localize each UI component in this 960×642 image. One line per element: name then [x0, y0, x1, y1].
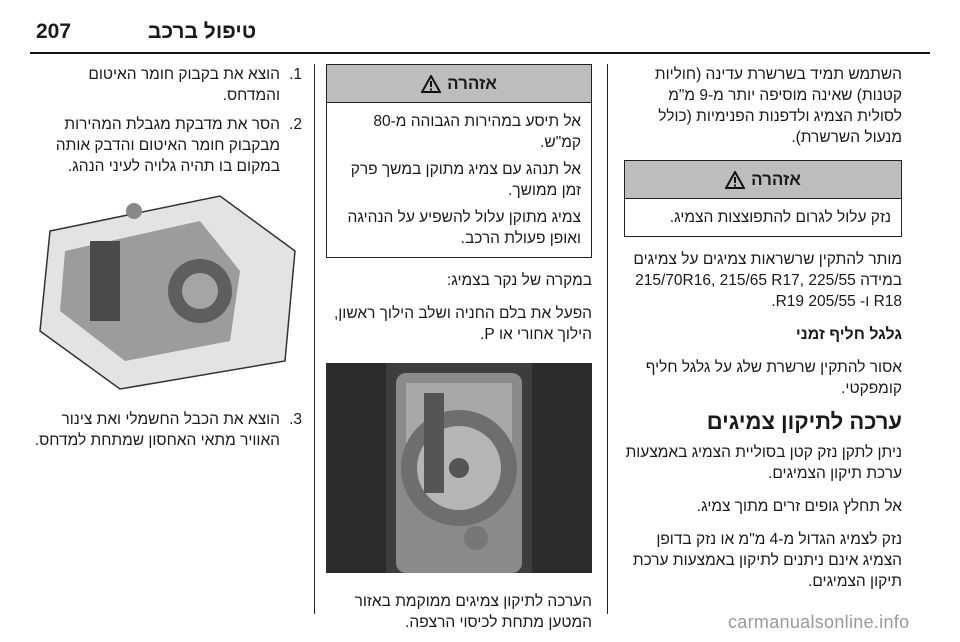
page-header [30, 14, 930, 54]
chain-sizes: מותר להתקין שרשראות צמיגים על צמיגים במידה 215/70R16, 215/65 R17, 225/55 R18 ו- 205/55 R19. [633, 251, 902, 310]
warning-header [327, 65, 591, 103]
warning-box-speed [326, 64, 592, 258]
warning-box-tyre [624, 160, 902, 237]
step-number: 2. [289, 116, 302, 133]
repair-kit-text-1: ניתן לתקן נזק קטן בסוליית הצמיג באמצעות ערכת תיקון הצמיגים. [625, 444, 902, 482]
flat-tyre-text: הפעל את בלם החניה ושלב הילוך ראשון, הילוך אחורי או P. [333, 305, 592, 343]
column-right [624, 64, 902, 604]
repair-kit-text-3: נזק לצמיג הגדול מ-4 מ"מ או נזק בדופן הצמיג אינם ניתנים לתיקון באמצעות ערכת תיקון הצמיגים. [632, 531, 902, 590]
column-left [30, 64, 302, 459]
repair-kit-caption: הערכה לתיקון צמיגים ממוקמת באזור המטען מתחת לכיסוי הרצפה. [354, 593, 592, 631]
trunk-repair-kit-photo [326, 363, 592, 573]
step-2 [30, 114, 302, 177]
column-middle [326, 64, 592, 642]
chain-intro: השתמש תמיד בשרשרת עדינה (חוליות קטנות) שאינה מוסיפה יותר מ-9 מ"מ לסולית הצמיג ולדפנות הפנימיות (כולל מנעול השרשרת). [654, 66, 902, 146]
step-text: הסר את מדבקת מגבלת המהירות מבקבוק חומר האיטום והדבק אותה במקום בו תהיה גלויה לעיני הנהג. [55, 116, 280, 175]
warning-header [625, 161, 901, 199]
section-title: טיפול ברכב [148, 20, 257, 43]
step-number: 1. [289, 66, 302, 83]
warning-title: אזהרה [751, 170, 801, 189]
site-watermark: carmanualsonline.info [728, 612, 910, 632]
spare-wheel-text: אסור להתקין שרשרת שלג על גלגל חליף קומפקטי. [645, 359, 902, 397]
repair-kit-compartment-photo [30, 191, 302, 391]
flat-tyre-title: במקרה של נקר בצמיג: [446, 272, 592, 289]
warning-title: אזהרה [447, 74, 497, 93]
step-3 [30, 409, 302, 451]
warning-text-duration: אל תנהג עם צמיג מתוקן במשך פרק זמן ממושך. [350, 161, 581, 199]
step-text: הוצא את בקבוק חומר האיטום והמדחס. [88, 66, 280, 104]
page-number: 207 [36, 20, 72, 43]
step-number: 3. [289, 411, 302, 428]
repair-kit-heading: ערכה לתיקון צמיגים [706, 409, 902, 434]
step-1 [30, 64, 302, 106]
repair-kit-text-2: אל תחלץ גופים זרים מתוך צמיג. [696, 498, 902, 515]
warning-text: נזק עלול לגרום להתפוצצות הצמיג. [669, 209, 891, 226]
spare-wheel-heading: גלגל חליף זמני [795, 326, 902, 343]
step-text: הוצא את הכבל החשמלי ואת צינור האוויר מתאי האחסון שמתחת למדחס. [34, 411, 280, 449]
warning-triangle-icon [421, 75, 441, 93]
column-divider [607, 64, 608, 614]
warning-triangle-icon [725, 171, 745, 189]
warning-text-speed: אל תיסע במהירות הגבוהה מ-80 קמ"ש. [373, 113, 581, 151]
warning-text-handling: צמיג מתוקן עלול להשפיע על הנהיגה ואופן פעולת הרכב. [347, 209, 581, 247]
column-divider [314, 64, 315, 614]
